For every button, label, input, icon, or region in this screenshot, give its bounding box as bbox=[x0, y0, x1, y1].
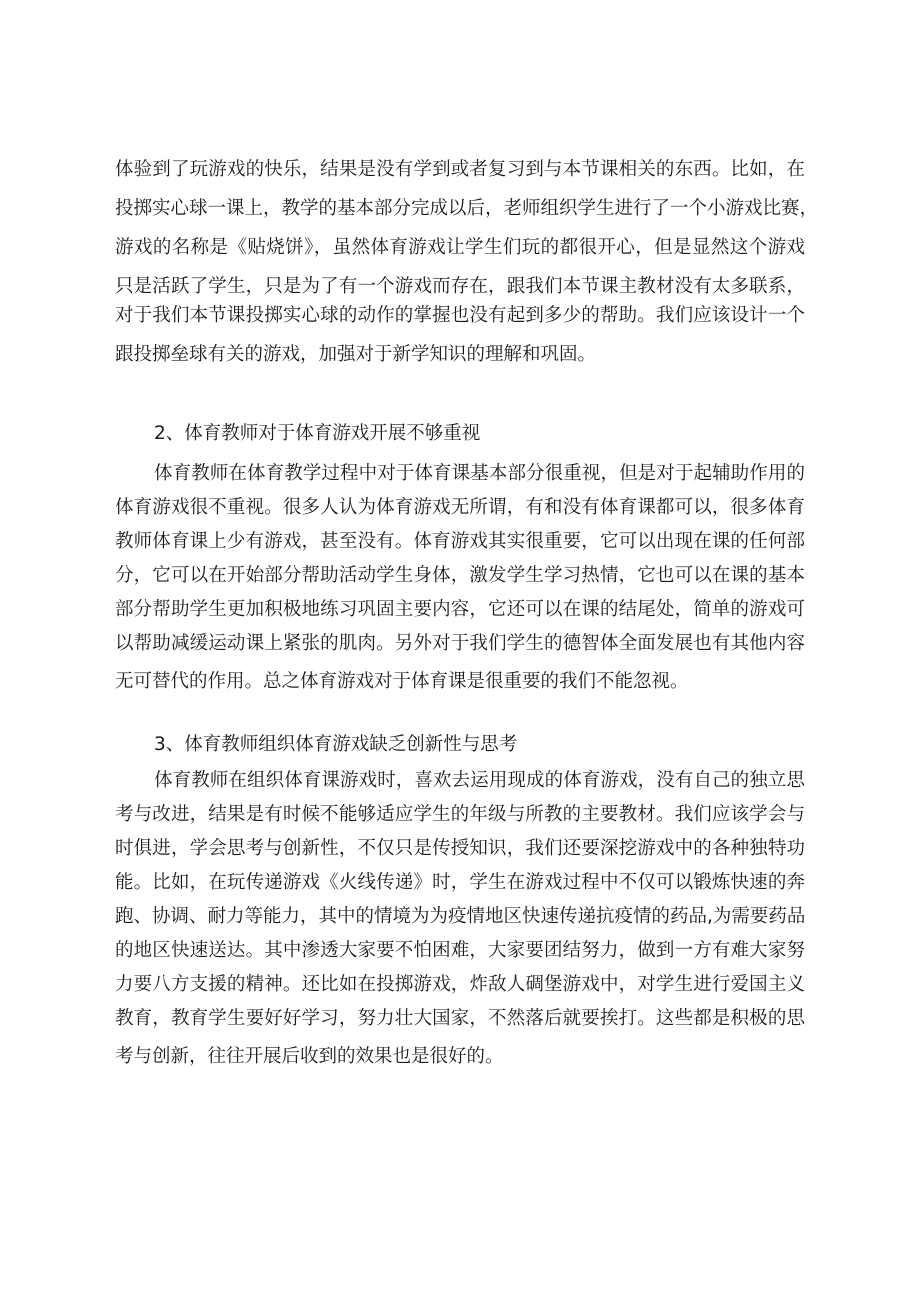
paragraph-3-line-8: 教育，教育学生要好好学习，努力壮大国家，不然落后就要挨打。这些都是积极的思 bbox=[115, 1008, 805, 1029]
paragraph-3-line-6: 的地区快速送达。其中渗透大家要不怕困难，大家要团结努力，做到一方有难大家努 bbox=[115, 940, 805, 961]
paragraph-1-line-1: 体验到了玩游戏的快乐，结果是没有学到或者复习到与本节课相关的东西。比如，在 bbox=[115, 159, 805, 180]
paragraph-2-line-5: 部分帮助学生更加积极地练习巩固主要内容，它还可以在课的结尾处，简单的游戏可 bbox=[115, 599, 805, 620]
paragraph-2-line-6: 以帮助减缓运动课上紧张的肌肉。另外对于我们学生的德智体全面发展也有其他内容 bbox=[115, 633, 805, 654]
section-heading-2: 2、体育教师对于体育游戏开展不够重视 bbox=[154, 423, 481, 444]
paragraph-2-line-3: 教师体育课上少有游戏，甚至没有。体育游戏其实很重要，它可以出现在课的任何部 bbox=[115, 531, 805, 552]
paragraph-2-line-1: 体育教师在体育教学过程中对于体育课基本部分很重视，但是对于起辅助作用的 bbox=[154, 463, 805, 484]
paragraph-3-line-7: 力要八方支援的精神。还比如在投掷游戏，炸敌人碉堡游戏中，对学生进行爱国主义 bbox=[115, 974, 805, 995]
paragraph-1-line-2: 投掷实心球一课上，教学的基本部分完成以后，老师组织学生进行了一个小游戏比赛， bbox=[115, 198, 819, 219]
paragraph-3-line-1: 体育教师在组织体育课游戏时，喜欢去运用现成的体育游戏，没有自己的独立思 bbox=[154, 770, 805, 791]
paragraph-3-line-3: 时俱进，学会思考与创新性，不仅只是传授知识，我们还要深挖游戏中的各种独特功 bbox=[115, 838, 805, 859]
paragraph-2-line-2: 体育游戏很不重视。很多人认为体育游戏无所谓，有和没有体育课都可以，很多体育 bbox=[115, 497, 805, 518]
paragraph-1-line-5: 对于我们本节课投掷实心球的动作的掌握也没有起到多少的帮助。我们应该设计一个 bbox=[115, 305, 805, 326]
paragraph-3-line-4: 能。比如，在玩传递游戏《火线传递》时，学生在游戏过程中不仅可以锻炼快速的奔 bbox=[115, 872, 805, 893]
paragraph-2-line-4: 分，它可以在开始部分帮助活动学生身体，激发学生学习热情，它也可以在课的基本 bbox=[115, 565, 805, 586]
paragraph-1-line-3: 游戏的名称是《贴烧饼》，虽然体育游戏让学生们玩的都很开心，但是显然这个游戏 bbox=[115, 237, 805, 258]
paragraph-3-line-5: 跑、协调、耐力等能力，其中的情境为为疫情地区快速传递抗疫情的药品,为需要药品 bbox=[115, 906, 806, 927]
paragraph-3-line-9: 考与创新，往往开展后收到的效果也是很好的。 bbox=[115, 1046, 504, 1067]
paragraph-2-line-7: 无可替代的作用。总之体育游戏对于体育课是很重要的我们不能忽视。 bbox=[115, 671, 689, 692]
paragraph-3-line-2: 考与改进，结果是有时候不能够适应学生的年级与所教的主要教材。我们应该学会与 bbox=[115, 804, 805, 825]
paragraph-1-line-4: 只是活跃了学生，只是为了有一个游戏而存在，跟我们本节课主教材没有太多联系， bbox=[115, 276, 805, 297]
section-heading-3: 3、体育教师组织体育游戏缺乏创新性与思考 bbox=[154, 734, 518, 755]
paragraph-1-line-6: 跟投掷垒球有关的游戏，加强对于新学知识的理解和巩固。 bbox=[115, 344, 597, 365]
